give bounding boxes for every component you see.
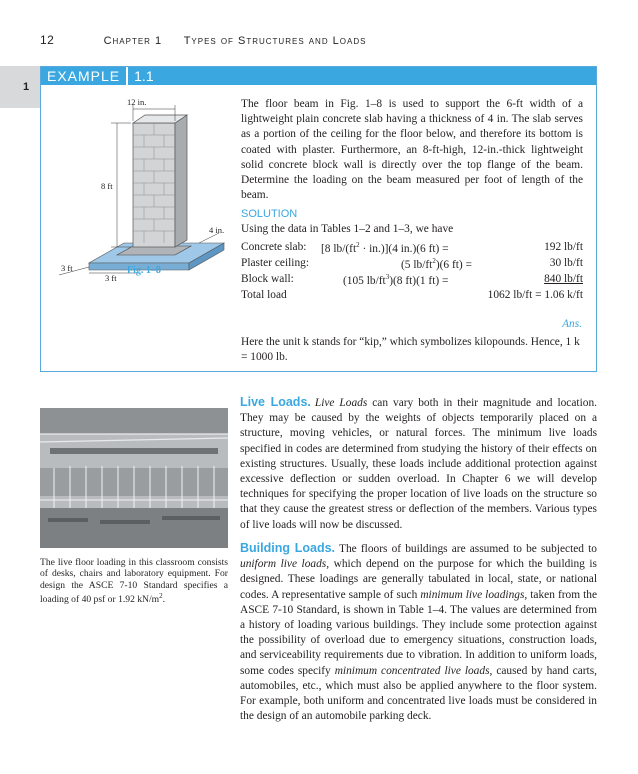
load-row-plaster-ceiling — [241, 257, 583, 272]
example-box — [40, 66, 597, 372]
solution-intro: Using the data in Tables 1–2 and 1–3, we have — [241, 223, 454, 235]
load-row-concrete-slab — [241, 241, 583, 256]
label-wall-width: 12 in. — [127, 97, 147, 107]
building-loads-heading: Building Loads. — [240, 541, 336, 555]
live-loads-paragraph: Live Loads. Live Loads can vary both in their magnitude and location. They may be caused by the weights of objects temporarily placed on a structure, moving vehicles, or natural forces. The minimum live loads specified in codes are determined from studying the history of their effects on existing structures. Usually, these loads include additional protection against excessive deflection or sudden overload. In Chapter 6 we will develop techniques for specifying the proper location of live loads on the structure so that they cause the greatest stress or deflection of the members. Various types of live loads will now be discussed. — [240, 395, 597, 531]
example-header — [41, 67, 596, 85]
chapter-title: Types of Structures and Loads — [183, 35, 367, 47]
example-divider — [126, 67, 128, 85]
load-label: Block wall: — [241, 273, 294, 285]
load-label: Concrete slab: — [241, 241, 307, 253]
label-width-right: 3 ft — [105, 273, 117, 283]
answer-marker: Ans. — [562, 318, 582, 330]
total-label: Total load — [241, 289, 287, 301]
solution-heading: SOLUTION — [241, 208, 298, 220]
page-number: 12 — [40, 33, 55, 47]
load-value: 30 lb/ft — [549, 257, 583, 269]
figure-caption: Fig. 1–8 — [127, 265, 161, 276]
kip-note: Here the unit k stands for “kip,” which symbolizes kilopounds. Hence, 1 k = 1000 lb. — [241, 336, 580, 364]
page-header — [40, 33, 366, 47]
chapter-tab: 1 — [0, 66, 40, 108]
building-loads-paragraph: Building Loads. The floors of buildings are assumed to be subjected to uniform live loads, which depend on the purpose for which the building is designed. These loadings are generally tabulated in local, state, or national codes. A representative sample of such minimum live loadings, taken from the ASCE 7-10 Standard, is shown in Table 1–4. The values are determined from a history of loading various buildings. They include some protection against the possibility of overload due to emergency situations, construction loads, and serviceability requirements due to vibration. In addition to uniform loads, some codes specify minimum concentrated live loads, caused by hand carts, automobiles, etc., which must also be applied anywhere to the floor system. For example, both uniform and concentrated live loads must be considered in the design of an automobile parking deck. — [240, 541, 598, 723]
live-loads-heading: Live Loads. — [240, 395, 311, 409]
label-slab-thickness: 4 in. — [209, 225, 225, 235]
load-expression: (105 $lb/ft^3)(8$ ft)(1 ft) = — [343, 273, 449, 287]
chapter-label: Chapter 1 — [103, 35, 163, 47]
example-label: EXAMPLE — [47, 68, 121, 84]
load-value: 192 lb/ft — [544, 241, 583, 253]
total-value: 1062 lb/ft = 1.06 k/ft — [487, 289, 583, 301]
label-wall-height: 8 ft — [101, 181, 113, 191]
wall-side — [175, 115, 187, 247]
photo-caption: The live floor loading in this classroom consists of desks, chairs and laboratory equipment. For design the ASCE 7-10 Standard specifies a loading of 40 psf or 1.92 $kN/m^2$. — [40, 557, 228, 606]
label-width-left: 3 ft — [61, 263, 73, 273]
problem-statement: The floor beam in Fig. 1–8 is used to support the 6-ft width of a lightweight plain concrete slab having a thickness of 4 in. The slab serves as a portion of the ceiling for the floor below, and therefore its bottom is coated with plaster. Furthermore, an 8-ft-high, 12-in.-thick lightweight solid concrete block wall is directly over the top flange of the beam. Determine the loading on the beam measured per foot of length of the beam. — [241, 98, 583, 202]
load-row-total — [241, 289, 583, 304]
load-expression: (5 $lb/ft^2)(6$ ft) = — [401, 257, 472, 271]
load-value: 840 lb/ft — [544, 273, 583, 285]
load-label: Plaster ceiling: — [241, 257, 310, 269]
load-expression: [8 $lb/(ft^2 \cdot in.)](4$ in.)(6 ft) = — [321, 241, 449, 255]
example-number: 1.1 — [134, 68, 154, 84]
load-row-block-wall — [241, 273, 583, 288]
classroom-photo — [40, 408, 228, 548]
